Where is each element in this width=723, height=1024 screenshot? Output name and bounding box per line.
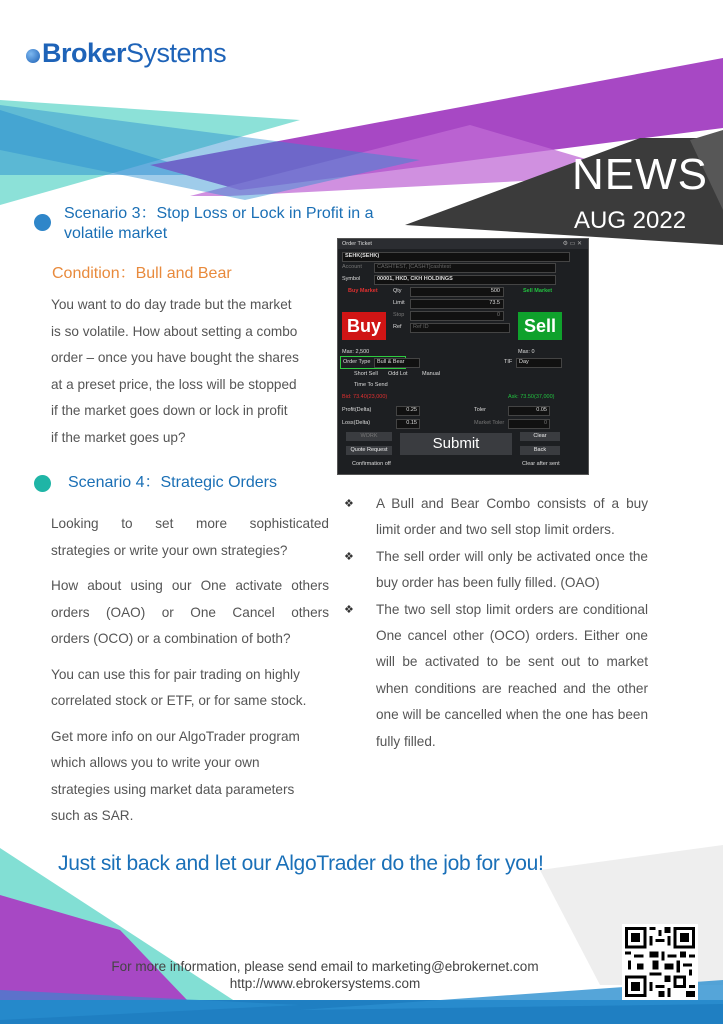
scenario4-dot <box>34 475 51 492</box>
order-type-label: Order Type <box>343 359 371 365</box>
globe-icon <box>26 49 40 63</box>
back-button[interactable]: Back <box>520 446 560 455</box>
body-line: order – once you have bought the shares <box>51 350 299 365</box>
loss-field[interactable] <box>396 419 420 429</box>
profit-label: Profit(Delta) <box>342 407 372 413</box>
bullet-item <box>344 544 648 597</box>
market-toler-field[interactable] <box>508 419 550 429</box>
condition-heading: Condition：Bull and Bear <box>52 265 232 282</box>
qty-label: Qty <box>393 288 402 294</box>
short-sell-checkbox[interactable]: Short Sell <box>354 371 378 377</box>
scenario3-title-line1: Scenario 3：Stop Loss or Lock in Profit in a <box>64 205 374 222</box>
profit-value: 0.25 <box>406 407 417 413</box>
body-line: Get more info on our AlgoTrader program <box>51 728 300 744</box>
body-line: at a preset price, the loss will be stopped <box>51 376 297 392</box>
brand-bold: Broker <box>42 38 127 68</box>
body-line: if the market goes down or lock in profit <box>51 403 288 418</box>
bid-quote: Bid: 73.40(23,000) <box>342 394 388 400</box>
profit-field[interactable] <box>396 406 420 416</box>
toler-label: Toler <box>474 407 486 413</box>
bullet-text: A Bull and Bear Combo consists of a buy limit order and two sell stop limit orders. <box>376 496 648 538</box>
tif-label: TIF <box>504 359 513 365</box>
scenario4-title: Scenario 4：Strategic Orders <box>68 474 277 491</box>
news-heading: NEWS <box>572 150 708 199</box>
sell-button[interactable]: Sell <box>518 312 562 340</box>
ref-placeholder: Ref ID <box>413 324 429 330</box>
qty-value: 500 <box>490 288 500 294</box>
symbol-value: 00001, HKD, CKH HOLDINGS <box>377 276 453 282</box>
account-label: Account <box>342 264 362 270</box>
market-toler-label: Market Toler <box>474 420 505 426</box>
clear-after-sent-checkbox[interactable]: Clear after sent <box>522 461 560 467</box>
bullet-text: The two sell stop limit orders are conditional One cancel other (OCO) orders. Either one will be activated to be sent out to market when conditions are reached and the other one will be cancelled when the one has been fully filled. <box>376 601 648 749</box>
confirmation-off-checkbox[interactable]: Confirmation off <box>352 461 391 467</box>
max-sell: Max: 0 <box>518 349 535 355</box>
body-line: correlated stock or ETF, or for same stock. <box>51 693 307 708</box>
body-line: strategies or write your own strategies? <box>51 542 288 558</box>
footer-email[interactable]: For more information, please send email to marketing@ebrokernet.com <box>111 959 539 974</box>
buy-market-button[interactable]: Buy Market <box>348 288 378 294</box>
sell-market-button[interactable]: Sell Market <box>523 288 553 294</box>
quote-request-button[interactable]: Quote Request <box>346 446 392 455</box>
manual-checkbox[interactable]: Manual <box>422 371 441 377</box>
work-button[interactable]: WORK <box>346 432 392 441</box>
submit-button[interactable]: Submit <box>400 433 512 455</box>
bullet-item <box>344 597 648 755</box>
order-type-select[interactable] <box>374 358 420 368</box>
max-buy: Max: 2,500 <box>342 349 370 355</box>
body-line: strategies using market data parameters <box>51 781 295 797</box>
ref-label: Ref <box>393 324 402 330</box>
brand-logo <box>26 38 226 69</box>
account-value: CASHTEST, [CASHT]cashtest <box>377 264 451 270</box>
body-line: You can use this for pair trading on highly <box>51 666 300 682</box>
diamond-bullet-icon: ❖ <box>344 603 354 616</box>
body-line: orders (OCO) or a combination of both? <box>51 631 291 646</box>
body-line: which allows you to write your own <box>51 755 260 770</box>
ticket-titlebar <box>338 239 588 249</box>
market-toler-value: 0 <box>543 420 547 426</box>
brand-light: Systems <box>126 38 227 68</box>
symbol-field[interactable] <box>374 275 556 285</box>
stop-field[interactable] <box>410 311 504 321</box>
ticket-title: Order Ticket <box>342 241 372 247</box>
body-line: is so volatile. How about setting a combo <box>51 323 298 339</box>
order-type-value: Bull & Bear <box>377 359 405 365</box>
toler-value: 0.05 <box>536 407 547 413</box>
bullet-list <box>344 491 648 755</box>
exchange-value: SEHK(SEHK) <box>345 253 380 259</box>
body-line: You want to do day trade but the market <box>51 297 292 312</box>
limit-label: Limit <box>393 300 405 306</box>
tagline: Just sit back and let our AlgoTrader do the job for you! <box>58 852 544 875</box>
account-field[interactable] <box>374 263 556 273</box>
stop-value: 0 <box>496 312 500 318</box>
diamond-bullet-icon: ❖ <box>344 550 354 563</box>
footer-contact <box>60 958 590 992</box>
stop-label: Stop <box>393 312 405 318</box>
limit-field[interactable] <box>410 299 504 309</box>
buy-button[interactable]: Buy <box>342 312 386 340</box>
clear-button[interactable]: Clear <box>520 432 560 441</box>
loss-value: 0.15 <box>406 420 417 426</box>
qty-field[interactable] <box>410 287 504 297</box>
ask-quote: Ask: 73.50(37,000) <box>508 394 555 400</box>
exchange-select[interactable] <box>342 252 570 262</box>
scenario4-body <box>51 511 329 830</box>
tif-value: Day <box>519 359 529 365</box>
tif-select[interactable] <box>516 358 562 368</box>
issue-date: AUG 2022 <box>574 207 687 234</box>
diamond-bullet-icon: ❖ <box>344 498 354 510</box>
loss-label: Loss(Delta) <box>342 420 371 426</box>
symbol-label: Symbol <box>342 276 361 282</box>
scenario3-dot <box>34 214 51 231</box>
ref-field[interactable] <box>410 323 510 333</box>
toler-field[interactable] <box>508 406 550 416</box>
limit-value: 73.5 <box>489 300 500 306</box>
qr-code <box>622 924 698 1000</box>
scenario3-title-line2: volatile market <box>64 225 168 242</box>
body-line: if the market goes up? <box>51 429 186 445</box>
body-line: Looking to set more sophisticated <box>51 516 329 531</box>
bullet-item <box>344 491 648 544</box>
scenario3-title <box>64 204 374 244</box>
bullet-text: The sell order will only be activated once the buy order has been fully filled. (OAO) <box>376 548 648 591</box>
odd-lot-checkbox[interactable]: Odd Lot <box>388 371 408 377</box>
body-line: such as SAR. <box>51 808 134 823</box>
scenario3-body <box>51 292 341 451</box>
body-line: How about using our One activate others <box>51 578 329 593</box>
footer-website[interactable]: http://www.ebrokersystems.com <box>229 976 421 991</box>
body-line: orders (OAO) or One Cancel others <box>51 604 329 620</box>
order-ticket <box>337 238 589 475</box>
window-controls-icon[interactable]: ⚙ ▭ ✕ <box>562 241 582 247</box>
time-to-send-checkbox[interactable]: Time To Send <box>354 382 388 388</box>
